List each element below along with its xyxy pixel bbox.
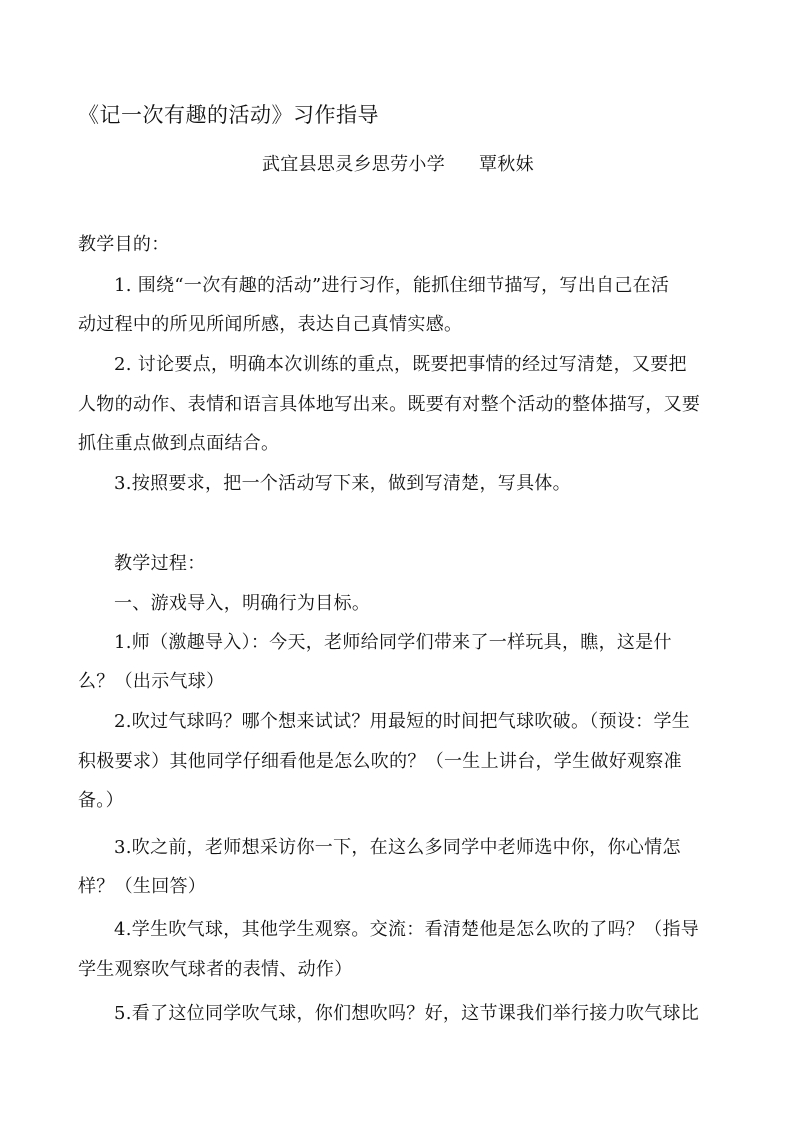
objective-2-line-2: 人物的动作、表情和语言具体地写出来。既要有对整个活动的整体描写，又要	[78, 394, 701, 415]
step-3-line-2: 样？（生回答）	[78, 876, 207, 897]
section-one-heading: 一、游戏导入，明确行为目标。	[114, 593, 371, 614]
objective-1-line-1: 1. 围绕“一次有趣的活动”进行习作，能抓住细节描写，写出自己在活	[114, 275, 670, 296]
author-line	[262, 153, 794, 177]
step-5-line-1: 5.看了这位同学吹气球，你们想吹吗？好，这节课我们举行接力吹气球比	[114, 1003, 700, 1024]
author-school: 武宜县思灵乡思劳小学	[262, 154, 445, 175]
objective-3-line-1: 3.按照要求，把一个活动写下来，做到写清楚，写具体。	[114, 473, 571, 494]
objective-2-line-1: 2. 讨论要点，明确本次训练的重点，既要把事情的经过写清楚，又要把	[114, 354, 687, 375]
objectives-heading: 教学目的：	[78, 234, 170, 255]
process-heading: 教学过程：	[114, 553, 206, 574]
step-1-line-2: 么？（出示气球）	[78, 671, 225, 692]
author-name: 覃秋妹	[479, 154, 534, 175]
objective-2-line-3: 抓住重点做到点面结合。	[78, 433, 280, 454]
step-3-line-1: 3.吹之前，老师想采访你一下，在这么多同学中老师选中你，你心情怎	[114, 837, 681, 858]
step-4-line-2: 学生观察吹气球者的表情、动作）	[78, 959, 353, 980]
step-2-line-2: 积极要求）其他同学仔细看他是怎么吹的？（一生上讲台，学生做好观察准	[78, 751, 682, 772]
document-title: 《记一次有趣的活动》习作指导	[78, 103, 379, 127]
objective-1-line-2: 动过程中的所见所闻所感，表达自己真情实感。	[78, 314, 463, 335]
step-2-line-3: 备。）	[78, 790, 124, 811]
step-1-line-1: 1.师（激趣导入）：今天，老师给同学们带来了一样玩具，瞧，这是什	[114, 632, 672, 653]
step-2-line-1: 2.吹过气球吗？哪个想来试试？用最短的时间把气球吹破。（预设：学生	[114, 711, 691, 732]
step-4-line-1: 4.学生吹气球，其他学生观察。交流：看清楚他是怎么吹的了吗？（指导	[114, 919, 700, 940]
